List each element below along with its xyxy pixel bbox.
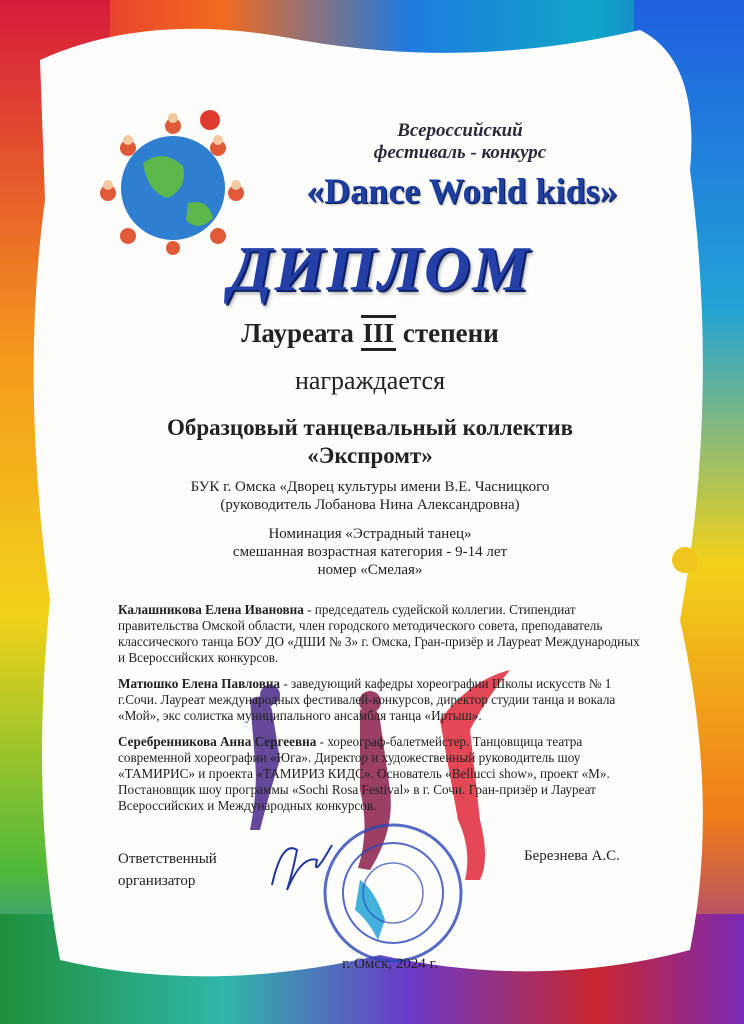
signature-mark [262,830,342,900]
jury-member [118,676,644,724]
festival-subtitle-line1: Всероссийский [397,120,523,141]
recipient-line1: Образцовый танцевальный коллектив [166,415,574,440]
recipient-line2: «Экспромт» [307,443,433,468]
organization-line2: (руководитель Лобанова Нина Александровна) [220,497,520,513]
jury-member [118,602,644,666]
degree-roman-numeral: III [361,315,397,351]
festival-subtitle-line2: фестиваль - конкурс [373,142,547,163]
degree-word: степени [402,318,499,348]
jury-member-bio: - председатель судейской коллегии. Стипендиат правительства Омской области, член городского методического совета, преподаватель классического танца БОУ ДО «ДШИ № 3» г. Омска, Гран-призёр и Лауреат Международных и Всероссийских конкурсов. [118,602,640,665]
nomination-line3: номер «Смелая» [317,562,423,578]
awarded-label: награждается [294,366,446,395]
nomination-line2: смешанная возрастная категория - 9-14 лет [232,544,508,560]
festival-subtitle [330,120,590,164]
jury-member-bio: - заведующий кафедры хореографии Школы искусств № 1 г.Сочи. Лауреат международных фестивалей-конкурсов, директор студии танца и вокала «Мой», экс солистка муниципального ансамбля танца «Иртыш». [118,676,616,723]
jury-member-name: Серебренникова Анна Сергеевна [118,734,317,749]
responsible-organizer-label [118,848,258,892]
jury-member [118,734,644,814]
nomination-line1: Номинация «Эстрадный танец» [268,526,472,542]
organization-line1: БУК г. Омска «Дворец культуры имени В.Е. Часницкого [190,479,550,495]
recipient-organization [100,478,640,514]
signer-name: Березнева А.С. [524,848,620,864]
festival-title: «Dance World kids» [306,171,618,211]
laureate-word: Лауреата [241,318,354,348]
place-date: г. Омск, 2024 г. [342,956,438,972]
responsible-line1: Ответственный [118,851,217,867]
jury-member-bio: - хореограф-балетмейстер. Танцовщица театра современной хореографии «Юга». Директор и художественный руководитель шоу «ТАМИРИС» и проекта «ТАМИРИЗ КИДС». Основатель «Bellucci show», проект «М». Постановщик шоу программы «Sochi Rosa Festival» в г. Сочи. Гран-призёр и Лауреат Всероссийских и Международных конкурсов. [118,734,610,813]
nomination-block [100,525,640,579]
recipient-name [100,414,640,470]
jury-member-name: Калашникова Елена Ивановна [118,602,304,617]
diploma-title: ДИПЛОМ [228,233,532,304]
responsible-line2: организатор [118,873,196,889]
laureate-degree-line [120,318,620,349]
jury-list [118,602,644,824]
jury-member-name: Матюшко Елена Павловна [118,676,281,691]
